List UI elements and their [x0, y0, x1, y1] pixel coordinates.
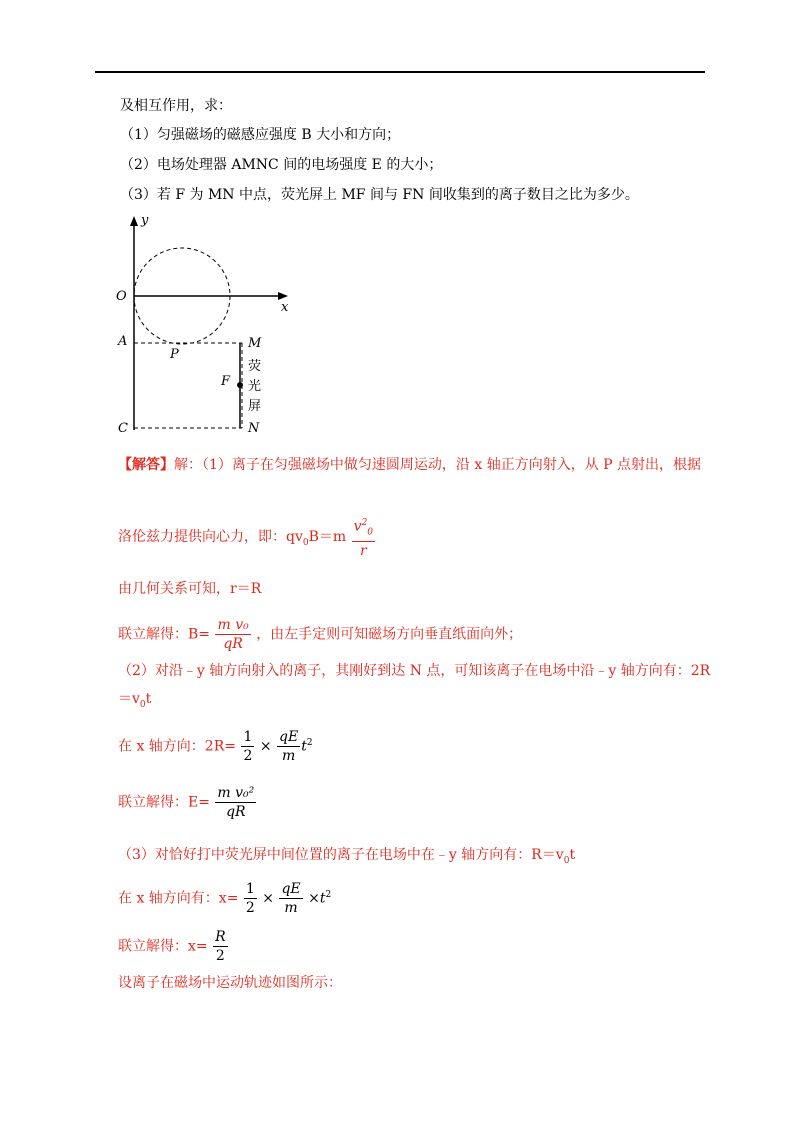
- answer-text-9a: （3）对恰好打中荧光屏中间位置的离子在电场中在﹣y 轴方向有：R＝v: [118, 847, 564, 863]
- frac-den: m: [284, 900, 298, 916]
- frac-num: R: [215, 929, 226, 945]
- answer-line-7: [118, 728, 313, 765]
- frac-num: m v₀²: [217, 785, 255, 801]
- frac-den: r: [359, 543, 367, 560]
- question-intro: 及相互作用，求：: [120, 98, 232, 114]
- fraction-1-2: [241, 728, 254, 765]
- x-axis-label: x: [281, 300, 289, 315]
- answer-text-4b: ，由左手定则可知磁场方向垂直纸面向外；: [256, 626, 523, 643]
- frac-num: 1: [243, 729, 253, 745]
- point-m-label: M: [248, 336, 262, 351]
- sub-0: 0: [563, 855, 570, 866]
- answer-text-6a: ＝v: [118, 691, 140, 707]
- answer-text-7a: 在 x 轴方向：2R=: [118, 738, 236, 755]
- answer-tag: 【解答】: [118, 457, 174, 473]
- sup-2: 2: [306, 737, 313, 748]
- times-sign: ×: [308, 890, 320, 907]
- answer-line-4: [118, 616, 522, 653]
- question-2: （2）电场处理器 AMNC 间的电场强度 E 的大小；: [120, 157, 443, 173]
- frac-den: qR: [226, 804, 246, 820]
- var-t: t: [319, 890, 326, 907]
- answer-line-10: [118, 880, 331, 917]
- frac-num: 1: [245, 881, 255, 897]
- frac-den: m: [281, 748, 296, 764]
- sub-0: 0: [139, 699, 146, 710]
- answer-text-10a: 在 x 轴方向有：x=: [118, 890, 239, 907]
- fraction-qe-m: [277, 728, 300, 765]
- frac-num: qE: [279, 729, 299, 745]
- sub-0: 0: [302, 538, 309, 549]
- frac-num: qE: [281, 881, 301, 897]
- frac-num: m v₀: [217, 617, 249, 633]
- answer-line-9: [118, 846, 575, 870]
- point-n-label: N: [248, 421, 260, 436]
- point-a-label: A: [118, 334, 128, 349]
- header-rule: [95, 71, 705, 73]
- question-1: （1）匀强磁场的磁感应强度 B 大小和方向；: [120, 127, 401, 143]
- answer-text-1: 解：（1）离子在匀强磁场中做匀速圆周运动，沿 x 轴正方向射入，从 P 点射出，根据: [174, 457, 702, 473]
- fraction-r-2: [213, 928, 228, 965]
- answer-text-9b: t: [569, 847, 576, 863]
- point-c-label: C: [118, 421, 128, 436]
- fraction-mv0-over-qr: [215, 616, 250, 653]
- equals-sign: =: [198, 794, 210, 811]
- answer-line-8: [118, 784, 257, 821]
- y-axis-label: y: [141, 213, 149, 228]
- y-axis-arrow: [130, 216, 138, 226]
- sup-2: 2: [325, 889, 332, 900]
- answer-line-12: 设离子在磁场中运动轨迹如图所示：: [118, 975, 342, 991]
- x-axis-arrow: [278, 292, 288, 300]
- fraction-1-2: [244, 880, 257, 917]
- frac-den: 2: [215, 948, 225, 964]
- origin-label: O: [116, 289, 127, 304]
- frac-den: 2: [243, 748, 253, 764]
- answer-text-6b: t: [145, 691, 152, 707]
- answer-line-11: [118, 928, 229, 965]
- answer-line-3: 由几何关系可知，r＝R: [118, 581, 262, 597]
- answer-line-5: （2）对沿﹣y 轴方向射入的离子，其刚好到达 N 点，可知该离子在电场中沿﹣y 轴方向有：2R: [118, 663, 711, 679]
- answer-line-1: [118, 456, 701, 474]
- point-f-label: F: [221, 374, 231, 389]
- frac-den: 2: [245, 900, 255, 916]
- fraction-v0-over-r: [352, 514, 375, 560]
- frac-sup: 2: [361, 518, 368, 528]
- frac-sub: 0: [367, 527, 374, 538]
- answer-text-4a: 联立解得：B=: [118, 626, 211, 643]
- times-sign: ×: [259, 738, 272, 755]
- answer-line-2: [118, 514, 376, 560]
- screen-char-2: 光: [248, 379, 262, 394]
- answer-text-11a: 联立解得：x=: [118, 938, 208, 955]
- question-3: （3）若 F 为 MN 中点，荧光屏上 MF 间与 FN 间收集到的离子数目之比为多少。: [120, 187, 639, 203]
- screen-char-1: 荧: [248, 359, 262, 374]
- fraction-qe-m: [279, 880, 302, 917]
- screen-char-3: 屏: [248, 399, 262, 414]
- point-f-dot: [237, 382, 243, 388]
- frac-den: qR: [223, 636, 243, 652]
- fraction-mv02-over-qr: [215, 784, 256, 821]
- answer-text-2b: B＝m: [308, 529, 347, 546]
- physics-figure: [110, 210, 300, 440]
- answer-text-2: 洛伦兹力提供向心力，即：qv: [118, 529, 303, 546]
- times-sign: ×: [262, 890, 274, 907]
- answer-text-8a: 联立解得：E: [118, 794, 199, 811]
- var-t: t: [301, 738, 307, 755]
- answer-line-6: [118, 690, 151, 714]
- point-p-label: P: [170, 347, 179, 362]
- frac-num: v: [353, 518, 362, 535]
